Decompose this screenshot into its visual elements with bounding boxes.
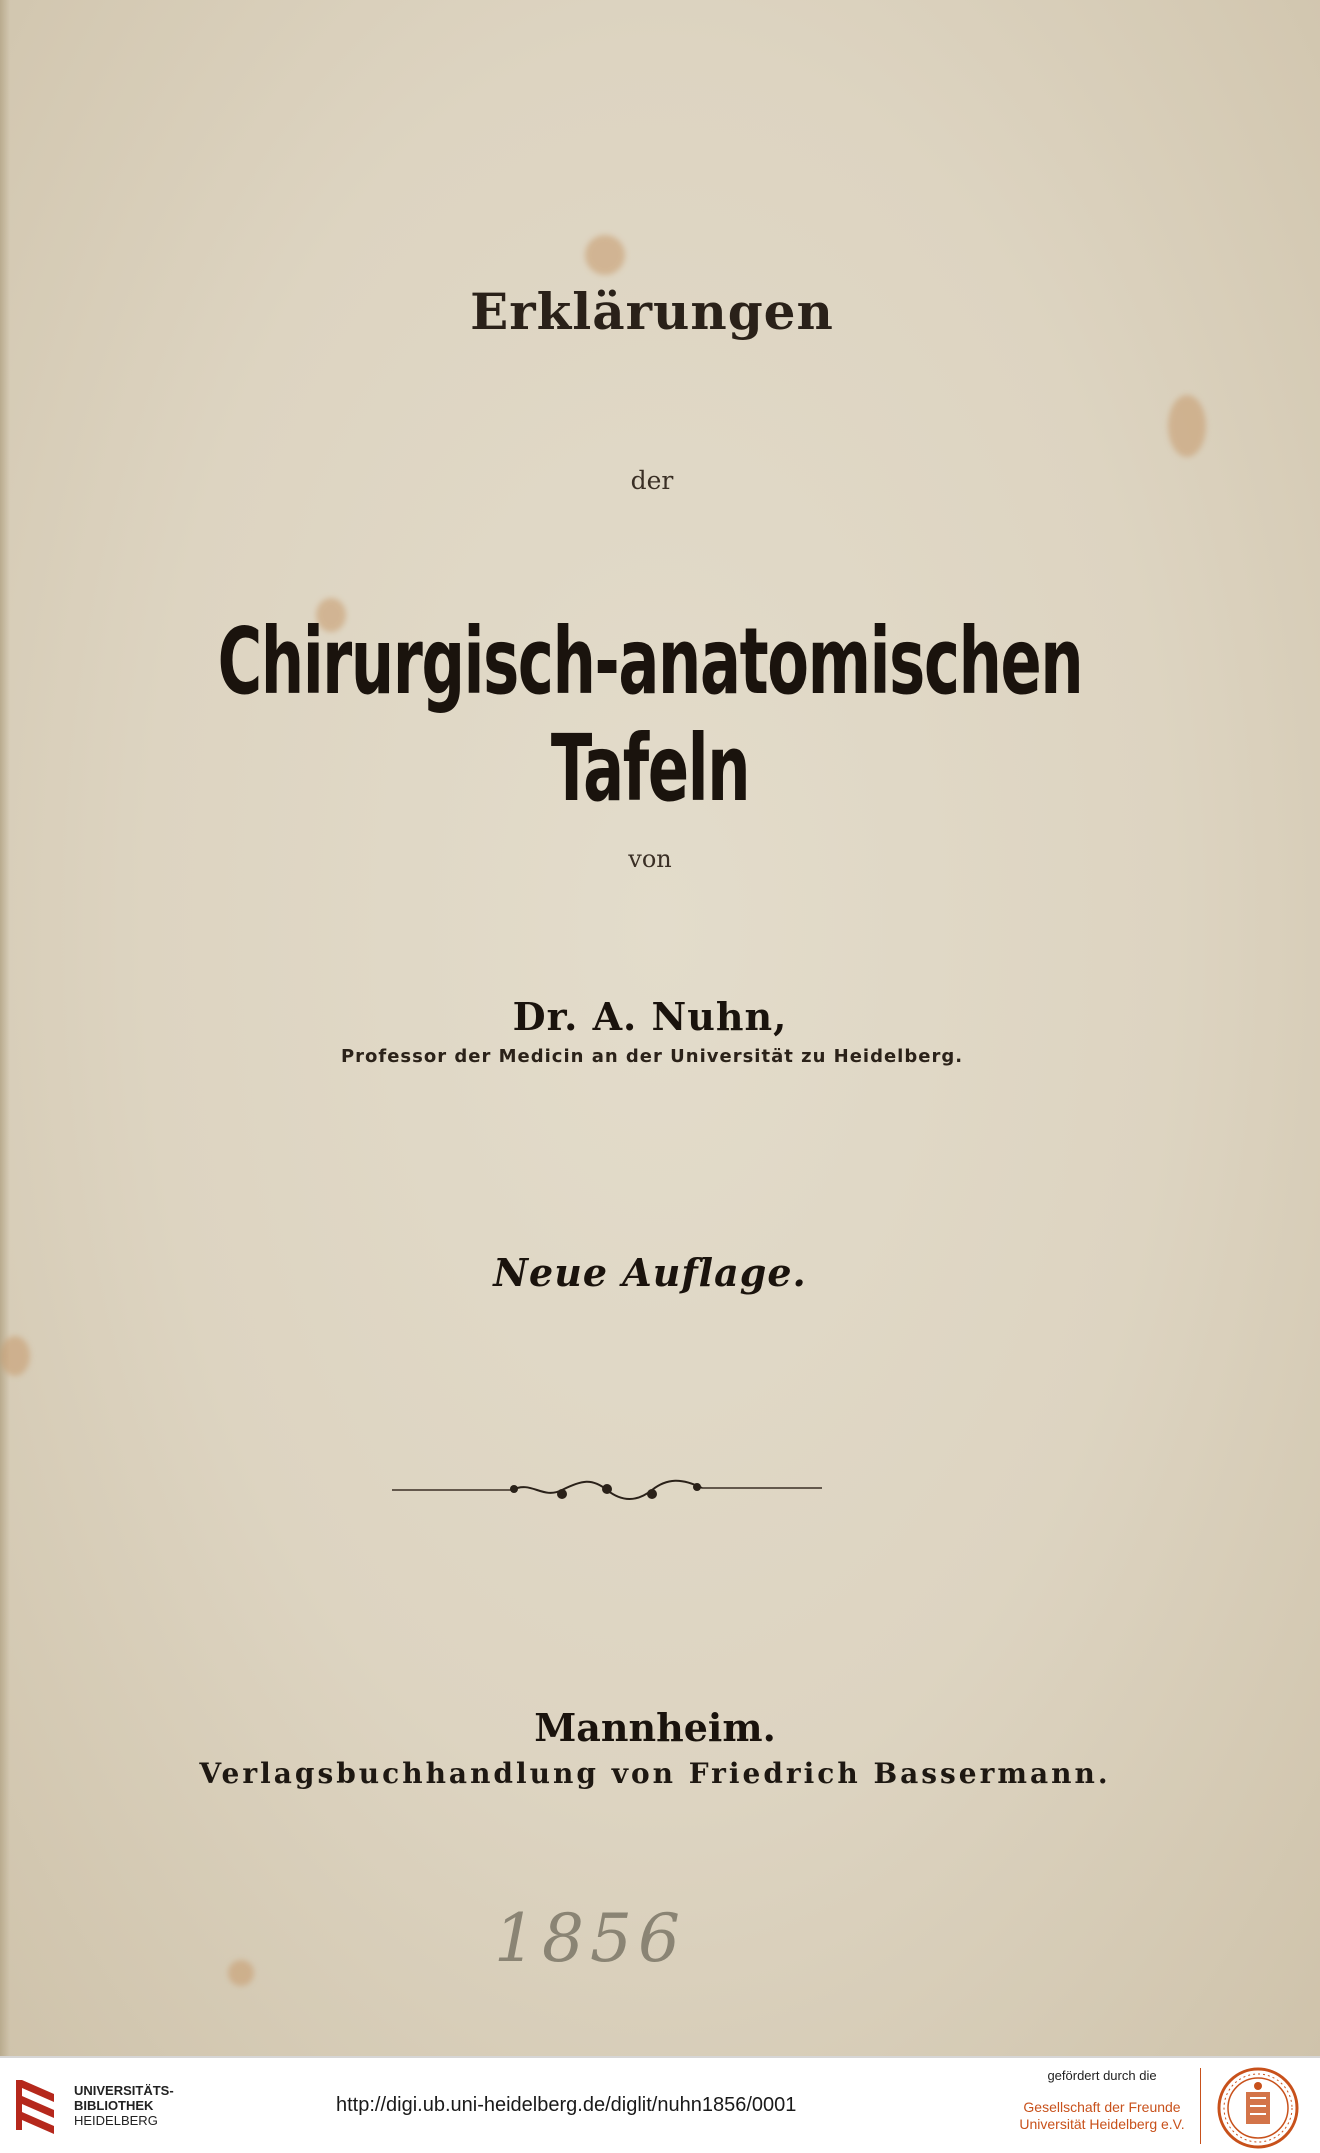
publisher: Verlagsbuchhandlung von Friedrich Bassermann. (199, 1757, 1111, 1790)
footer-separator (1200, 2068, 1201, 2144)
sponsor-org-line-1[interactable]: Gesellschaft der Freunde (1023, 2099, 1181, 2115)
permalink-url[interactable]: http://digi.ub.uni-heidelberg.de/diglit/nuhn1856/0001 (336, 2094, 797, 2116)
edition-note: Neue Auflage. (493, 1250, 807, 1295)
university-library-logo-icon[interactable] (14, 2072, 62, 2138)
sponsor-org-line-2[interactable]: Universität Heidelberg e.V. (1019, 2116, 1185, 2132)
handwritten-year: 1856 (494, 1900, 686, 1977)
university-seal-icon[interactable] (1216, 2066, 1300, 2150)
sponsor-block (1002, 2068, 1202, 2133)
title-line-von: von (628, 845, 672, 873)
digital-library-footer (0, 2056, 1320, 2153)
library-name (74, 2083, 174, 2128)
author-affiliation: Professor der Medicin an der Universität zu Heidelberg. (340, 1046, 964, 1067)
title-line-erklaerungen: Erklärungen (470, 282, 834, 341)
sponsor-label: gefördert durch die (1047, 2068, 1157, 2083)
library-name-line-3: HEIDELBERG (74, 2113, 158, 2128)
publication-place: Mannheim. (534, 1705, 776, 1750)
title-line-der: der (630, 466, 674, 495)
main-title: Chirurgisch-anatomischen Tafeln (217, 608, 1083, 822)
ornament-divider-icon (392, 1470, 822, 1520)
author-name: Dr. A. Nuhn, (512, 994, 788, 1039)
library-name-line-2: BIBLIOTHEK (74, 2098, 154, 2113)
library-name-line-1: UNIVERSITÄTS- (74, 2083, 174, 2098)
